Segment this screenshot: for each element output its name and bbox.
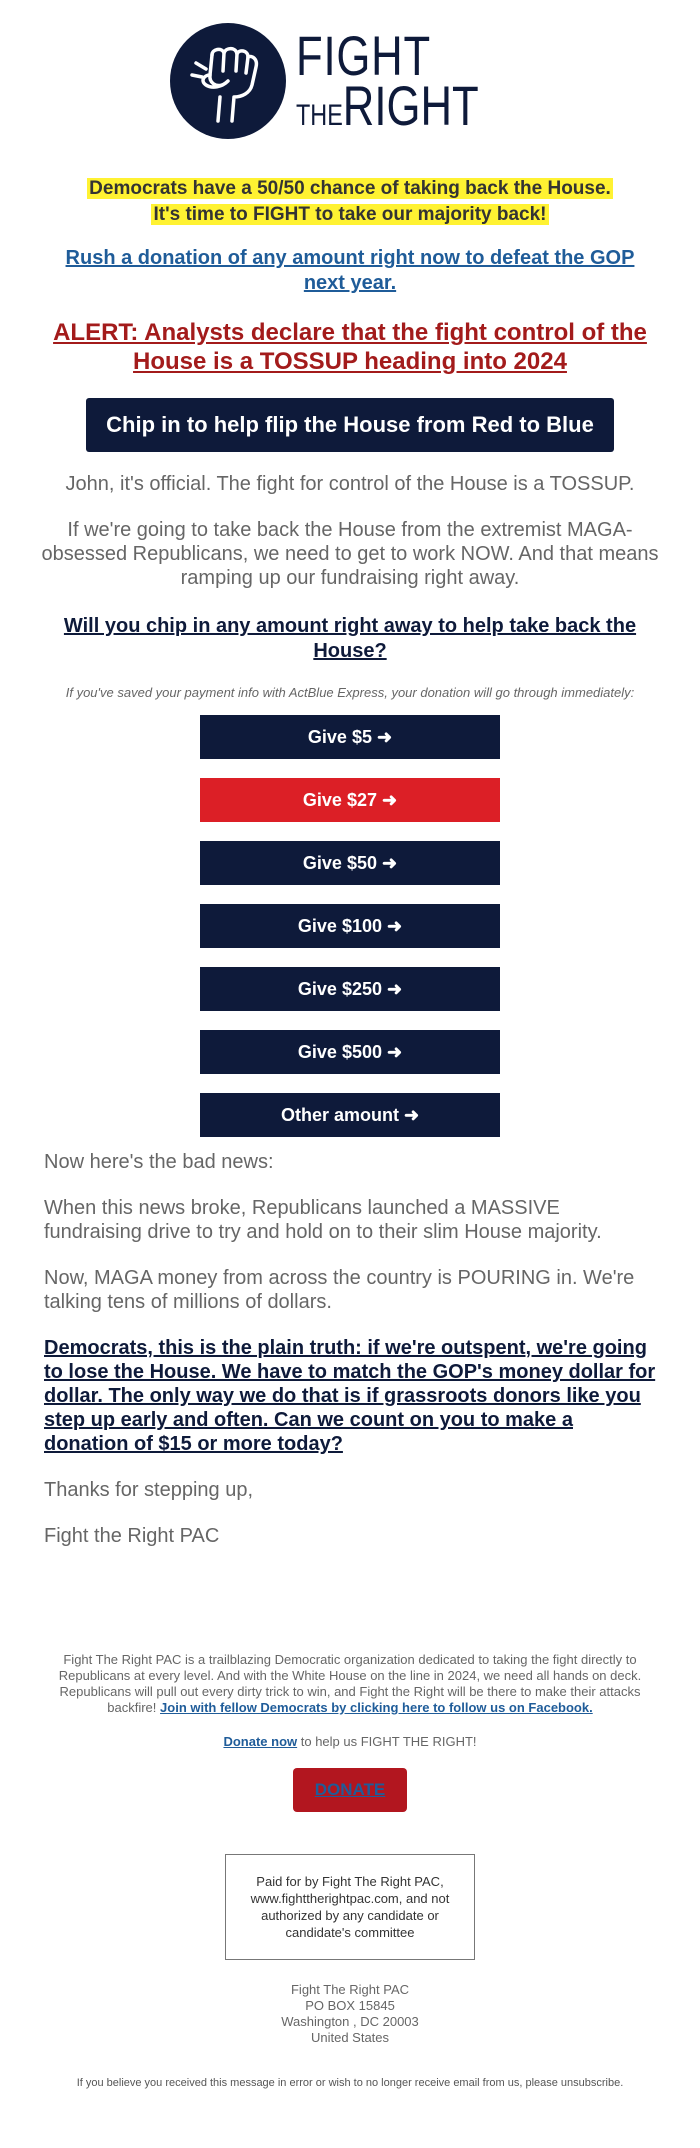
logo-word-the: THE	[295, 99, 343, 132]
footer-about	[50, 1652, 650, 1716]
footer-about-text: Fight The Right PAC is a trailblazing Democratic organization dedicated to taking the fight directly to Republicans at every level. And with the White House on the line in 2024, we need all hands on deck. Republicans will pull out every dirty trick to win, and Fight the Right will be there to make their attacks backfire!	[58, 1652, 642, 1715]
donate-now-line	[50, 1734, 650, 1750]
give-500-button[interactable]: Give $500 ➜	[200, 1030, 500, 1074]
body-paragraph-news-broke: When this news broke, Republicans launched a MASSIVE fundraising drive to try and hold on to their slim House majority.	[44, 1197, 602, 1243]
logo-line-fight: FIGHT	[295, 23, 431, 87]
address-line-country: United States	[310, 2030, 390, 2045]
body-paragraph-bad-news: Now here's the bad news:	[44, 1151, 274, 1173]
logo	[0, 0, 700, 140]
give-100-button[interactable]: Give $100 ➜	[200, 904, 500, 948]
raised-fist-icon	[170, 23, 286, 139]
intro-paragraph-2: If we're going to take back the House from the extremist MAGA-obsessed Republicans, we need to get to work NOW. And that means ramping up our fundraising right away.	[41, 519, 659, 589]
paid-for-disclaimer: Paid for by Fight The Right PAC, www.fighttherightpac.com, and not authorized by any candidate or candidate's committee	[225, 1854, 475, 1960]
email-body	[44, 1150, 656, 1548]
address-line-city: Washington , DC 20003	[281, 2014, 419, 2029]
address-line-pobox: PO BOX 15845	[305, 1998, 395, 2013]
highlighted-headline	[0, 176, 700, 228]
actblue-express-note: If you've saved your payment info with ActBlue Express, your donation will go through immediately:	[65, 685, 635, 700]
footer	[50, 1652, 650, 2090]
unsubscribe-note[interactable]: If you believe you received this message in error or wish to no longer receive email from us, please unsubscribe.	[76, 2077, 624, 2089]
donate-button[interactable]: DONATE	[293, 1768, 407, 1812]
donate-now-rest: to help us FIGHT THE RIGHT!	[297, 1734, 477, 1749]
chip-in-question-link[interactable]: Will you chip in any amount right away to help take back the House?	[63, 615, 637, 662]
intro-paragraph-1: John, it's official. The fight for control of the House is a TOSSUP.	[65, 473, 635, 495]
signature: Fight the Right PAC	[44, 1525, 220, 1547]
logo-word-right: RIGHT	[342, 74, 479, 137]
flip-house-button[interactable]: Chip in to help flip the House from Red to Blue	[86, 398, 614, 452]
highlight-line-2: It's time to FIGHT to take our majority back!	[153, 204, 547, 225]
body-paragraph-thanks: Thanks for stepping up,	[44, 1479, 254, 1501]
give-27-button[interactable]: Give $27 ➜	[200, 778, 500, 822]
rush-donation-link[interactable]: Rush a donation of any amount right now to defeat the GOP next year.	[65, 247, 635, 294]
give-50-button[interactable]: Give $50 ➜	[200, 841, 500, 885]
plain-truth-link[interactable]: Democrats, this is the plain truth: if we're outspent, we're going to lose the House. We have to match the GOP's money dollar for dollar. The only way we do that is if grassroots donors like you step up early and often. Can we count on you to make a donation of $15 or more today?	[44, 1337, 656, 1455]
mailing-address	[50, 1982, 650, 2046]
address-line-org: Fight The Right PAC	[290, 1982, 409, 1997]
donation-buttons	[0, 715, 700, 1137]
give-other-amount-button[interactable]: Other amount ➜	[200, 1093, 500, 1137]
body-paragraph-maga-money: Now, MAGA money from across the country is POURING in. We're talking tens of millions of dollars.	[44, 1267, 635, 1313]
highlight-line-1: Democrats have a 50/50 chance of taking back the House.	[89, 178, 611, 199]
donate-now-link[interactable]: Donate now	[223, 1734, 298, 1749]
logo-wordmark	[295, 23, 530, 137]
logo-line-the-right	[295, 74, 479, 137]
give-5-button[interactable]: Give $5 ➜	[200, 715, 500, 759]
give-250-button[interactable]: Give $250 ➜	[200, 967, 500, 1011]
alert-headline-link[interactable]: ALERT: Analysts declare that the fight control of the House is a TOSSUP heading into 2024	[53, 319, 647, 375]
facebook-follow-link[interactable]: Join with fellow Democrats by clicking here to follow us on Facebook.	[160, 1700, 593, 1715]
